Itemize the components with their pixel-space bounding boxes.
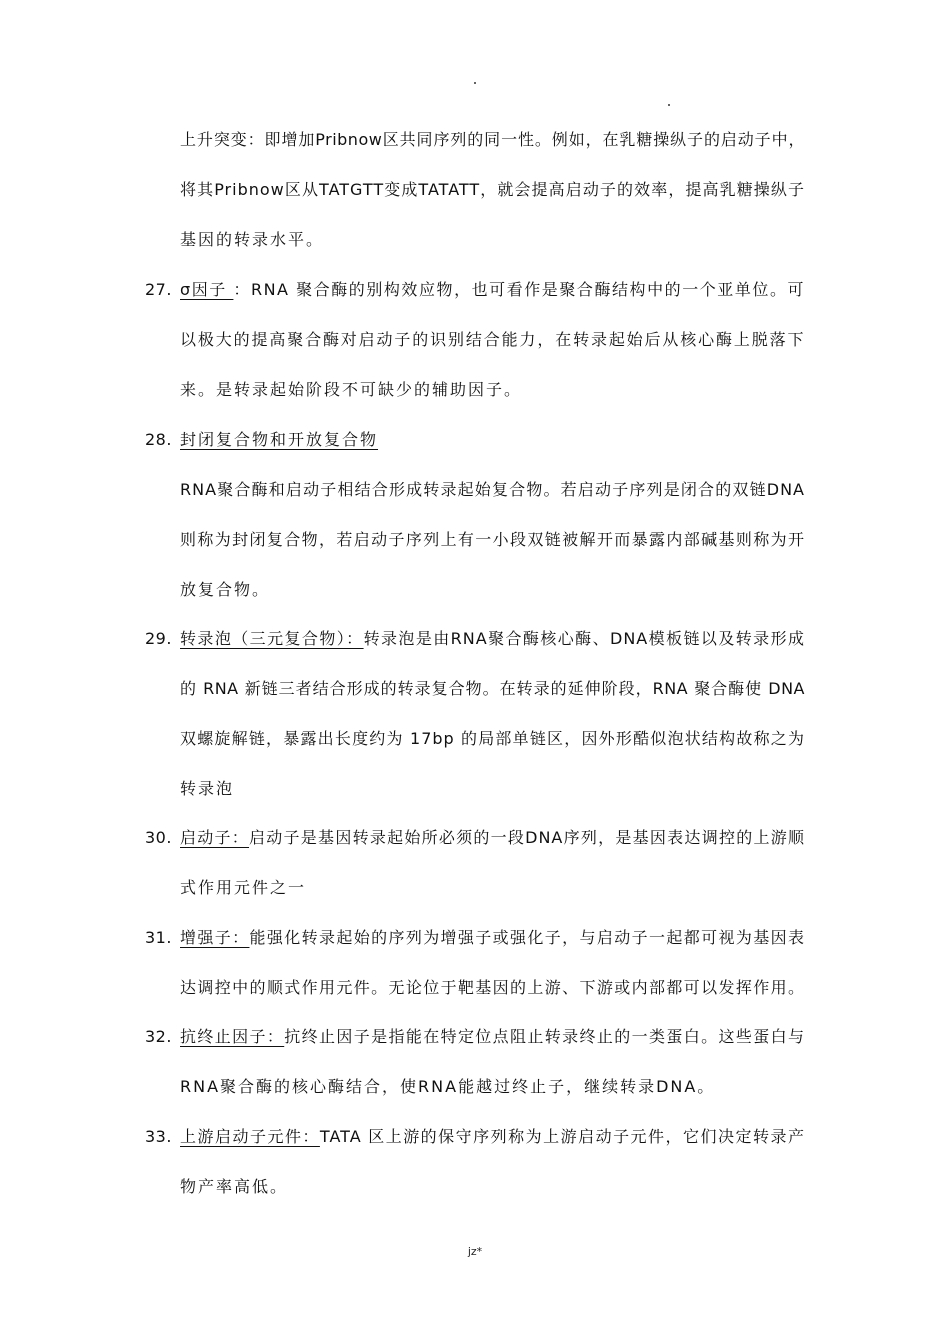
text-line: 转录泡是由RNA聚合酶核心酶、DNA模板链以及转录形成 — [363, 629, 805, 648]
item-number: 30. — [145, 828, 172, 847]
item-number: 27. — [145, 280, 172, 299]
page-footer: jz* — [467, 1245, 483, 1258]
term-sigma-factor: σ因子 — [180, 280, 234, 299]
term-transcription-bubble: 转录泡（三元复合物）： — [180, 629, 364, 648]
item-number: 32. — [145, 1027, 172, 1046]
item-number: 28. — [145, 430, 172, 449]
text-line: TATA 区上游的保守序列称为上游启动子元件，它们决定转录产 — [319, 1127, 805, 1146]
item-number: 33. — [145, 1127, 172, 1146]
term-promoter: 启动子： — [180, 828, 250, 847]
term-antitermination-factor: 抗终止因子： — [180, 1027, 285, 1046]
text-line: 启动子是基因转录起始所必须的一段DNA序列，是基因表达调控的上游顺 — [249, 828, 805, 847]
item-number: 31. — [145, 928, 172, 947]
term-enhancer: 增强子： — [180, 928, 250, 947]
term-closed-open-complex: 封闭复合物和开放复合物 — [180, 430, 379, 449]
scan-dot — [668, 104, 670, 106]
item-number: 29. — [145, 629, 172, 648]
text-line: 能强化转录起始的序列为增强子或强化子，与启动子一起都可视为基因表 — [249, 928, 805, 947]
text-line: ：RNA 聚合酶的别构效应物，也可看作是聚合酶结构中的一个亚单位。可 — [233, 280, 805, 299]
text-line: 抗终止因子是指能在特定位点阻止转录终止的一类蛋白。这些蛋白与 — [284, 1027, 805, 1046]
scan-dot — [474, 82, 476, 84]
term-upstream-promoter-element: 上游启动子元件： — [180, 1127, 320, 1146]
